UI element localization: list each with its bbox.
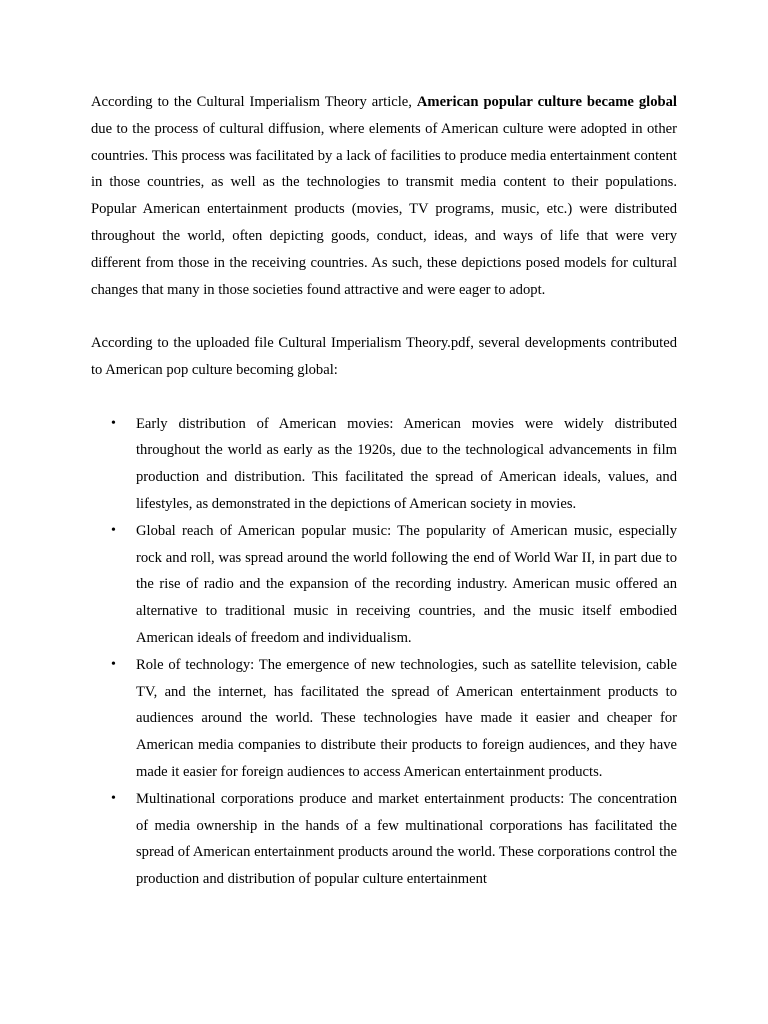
bullet-icon: • bbox=[111, 415, 116, 431]
paragraph-1-rest: due to the process of cultural diffusion, where elements of American culture were adopted in other countries. This process was facilitated by a lack of facilities to produce media entertainment content in those countries, as well as the technologies to transmit media content to their populations. Popular American entertainment products (movies, TV programs, music, etc.) were distributed throughout the world, often depicting goods, conduct, ideas, and ways of life that were very different from those in the receiving countries. As such, these depictions posed models for cultural changes that many in those societies found attractive and were eager to adopt. bbox=[91, 120, 677, 298]
bullet-list bbox=[91, 411, 677, 893]
list-item-text: Early distribution of American movies: American movies were widely distributed throughout the world as early as the 1920s, due to the technological advancements in film production and distribution. This facilitated the spread of American ideals, values, and lifestyles, as demonstrated in the depictions of American society in movies. bbox=[136, 415, 677, 512]
bullet-icon: • bbox=[111, 656, 116, 672]
paragraph-1-bold: American popular culture became global bbox=[416, 94, 677, 110]
list-item-text: Global reach of American popular music: The popularity of American music, especially rock and roll, was spread around the world following the end of World War II, in part due to the rise of radio and the expansion of the recording industry. American music offered an alternative to traditional music in receiving countries, and the music itself embodied American ideals of freedom and individualism. bbox=[136, 522, 677, 646]
list-item bbox=[91, 786, 677, 893]
bullet-icon: • bbox=[111, 522, 116, 538]
paragraph-2: According to the uploaded file Cultural Imperialism Theory.pdf, several developments contributed to American pop culture becoming global: bbox=[91, 335, 677, 378]
list-item-text: Multinational corporations produce and market entertainment products: The concentration of media ownership in the hands of a few multinational corporations has facilitated the spread of American entertainment products around the world. These corporations control the production and distribution of popular culture entertainment bbox=[136, 790, 677, 888]
bullet-icon: • bbox=[111, 790, 116, 806]
paragraph-1 bbox=[91, 89, 677, 303]
list-item bbox=[91, 652, 677, 786]
list-item-text: Role of technology: The emergence of new technologies, such as satellite television, cable TV, and the internet, has facilitated the spread of American entertainment products to audiences around the world. These technologies have made it easier and cheaper for American media companies to distribute their products to foreign audiences, and they have made it easier for foreign audiences to access American entertainment products. bbox=[136, 656, 677, 780]
list-item bbox=[91, 411, 677, 518]
document-body bbox=[91, 89, 677, 893]
paragraph-1-lead: According to the Cultural Imperialism Theory article, bbox=[91, 94, 417, 110]
list-item bbox=[91, 518, 677, 652]
